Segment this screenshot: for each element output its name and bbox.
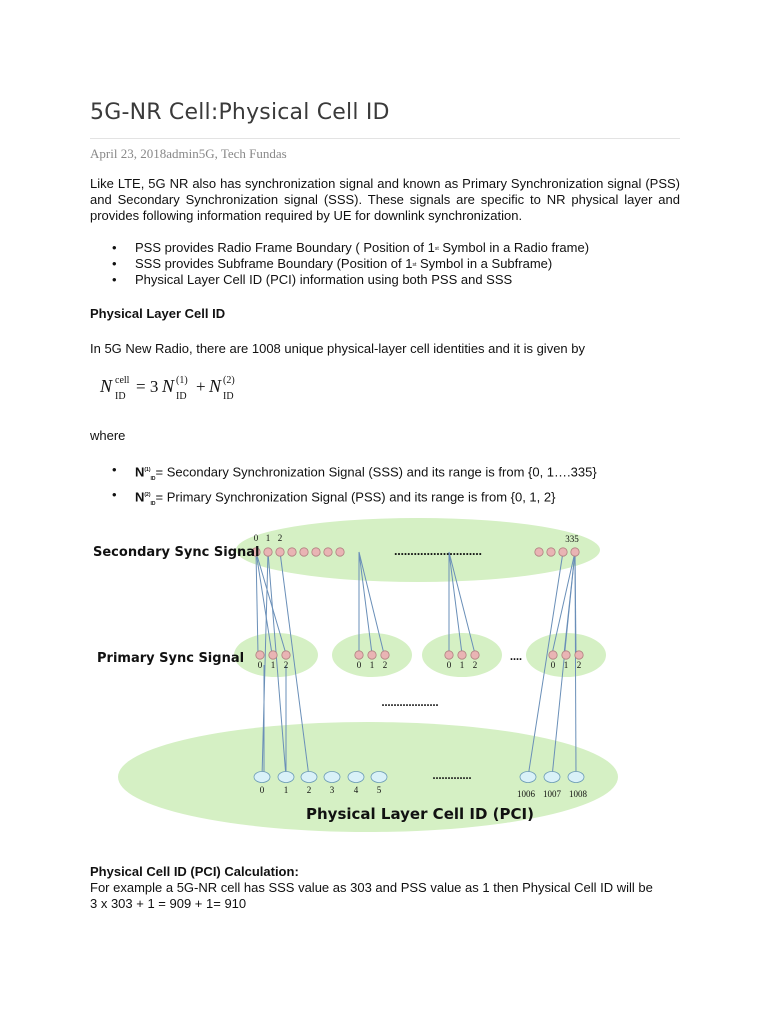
pss-node xyxy=(445,651,453,659)
formula-sub-id: ID xyxy=(115,391,126,402)
list-item: • $N^{(1)}_{ID}=$ Secondary Synchronization Signal (SSS) and its range is from {0, 1….335} xyxy=(90,462,680,487)
pss-index-label: 2 xyxy=(472,660,478,670)
pci-node xyxy=(371,772,387,783)
pci-node xyxy=(348,772,364,783)
section-heading: Physical Layer Cell ID xyxy=(90,306,226,321)
pss-index-label: 2 xyxy=(576,660,582,670)
pci-node xyxy=(278,772,294,783)
sss-node xyxy=(571,548,579,556)
post-date[interactable]: April 23, 2018 xyxy=(90,146,167,161)
pci-ellipsis-dots: ............. xyxy=(432,768,472,782)
pss-label: Primary Sync Signal xyxy=(97,651,245,666)
pss-index-label: 2 xyxy=(382,660,388,670)
pci-index-label: 1 xyxy=(283,785,289,795)
pss-node xyxy=(575,651,583,659)
post-meta xyxy=(90,146,287,162)
sss-index-label: 2 xyxy=(277,533,283,543)
sss-node xyxy=(312,548,320,556)
page-title: 5G-NR Cell:Physical Cell ID xyxy=(90,100,390,125)
formula-sub-id-1: ID xyxy=(176,391,187,402)
pci-index-label: 1006 xyxy=(517,789,535,799)
post-author[interactable]: admin xyxy=(166,146,199,161)
sss-node xyxy=(547,548,555,556)
pci-node xyxy=(301,772,317,783)
where-label: where xyxy=(90,428,126,443)
formula-sup-2: (2) xyxy=(223,375,235,386)
formula-sub-id-2: ID xyxy=(223,391,234,402)
sss-ellipsis-dots: ........................... xyxy=(394,543,482,558)
sss-node xyxy=(300,548,308,556)
pss-node xyxy=(381,651,389,659)
pss-node xyxy=(355,651,363,659)
formula-plus: + xyxy=(196,377,206,396)
formula-sup-1: (1) xyxy=(176,375,188,386)
list-item: • SSS provides Subframe Boundary (Position of 1st Symbol in a Subframe) xyxy=(90,256,680,272)
pci-node xyxy=(520,772,536,783)
calc-line-1: For example a 5G-NR cell has SSS value as 303 and PSS value as 1 then Physical Cell ID will be xyxy=(90,880,653,895)
pss-node xyxy=(471,651,479,659)
list-item: • $N^{(2)}_{ID}=$ Primary Synchronization Signal (PSS) and its range is from {0, 1, 2} xyxy=(90,487,680,512)
pss-index-label: 0 xyxy=(446,660,452,670)
pci-node xyxy=(254,772,270,783)
list-item: • Physical Layer Cell ID (PCI) information using both PSS and SSS xyxy=(90,272,680,288)
formula-sup-cell: cell xyxy=(115,375,130,386)
calc-line-2: 3 x 303 + 1 = 909 + 1= 910 xyxy=(90,896,247,911)
pci-index-label: 1007 xyxy=(543,789,561,799)
pss-index-label: 0 xyxy=(550,660,556,670)
sss-node xyxy=(559,548,567,556)
pci-index-label: 1008 xyxy=(569,789,587,799)
pci-index-label: 4 xyxy=(353,785,359,795)
pss-index-label: 1 xyxy=(563,660,569,670)
pss-index-label: 1 xyxy=(459,660,465,670)
formula-n1: N xyxy=(162,376,175,396)
formula-equals-three: = 3 xyxy=(136,377,159,396)
formula-n2: N xyxy=(209,376,222,396)
mid-ellipsis-dots: ................... xyxy=(381,695,439,709)
sss-last-label: 335 xyxy=(565,534,579,544)
sss-label: Secondary Sync Signal xyxy=(93,545,260,560)
definition-list xyxy=(90,462,680,512)
intro-paragraph: Like LTE, 5G NR also has synchronization signal and known as Primary Synchronization signal (PSS) and Secondary Synchronization signal (SSS). These signals are specific to NR physical layer and provides following information required by UE for downlink synchronization. xyxy=(90,176,680,223)
sss-index-label: 1 xyxy=(265,533,271,543)
pci-formula xyxy=(98,370,258,406)
sss-node xyxy=(324,548,332,556)
pci-index-label: 0 xyxy=(259,785,265,795)
pss-index-label: 2 xyxy=(283,660,289,670)
pci-node xyxy=(324,772,340,783)
sss-index-label: 0 xyxy=(253,533,259,543)
pss-node xyxy=(269,651,277,659)
sss-node xyxy=(336,548,344,556)
pci-index-label: 3 xyxy=(329,785,335,795)
pss-node xyxy=(562,651,570,659)
sync-info-list xyxy=(90,240,680,288)
pss-node xyxy=(458,651,466,659)
pss-index-label: 1 xyxy=(369,660,375,670)
pci-node xyxy=(568,772,584,783)
list-item: • PSS provides Radio Frame Boundary ( Position of 1st Symbol in a Radio frame) xyxy=(90,240,680,256)
post-categories[interactable]: 5G, Tech Fundas xyxy=(198,146,287,161)
pss-index-label: 0 xyxy=(356,660,362,670)
pci-diagram xyxy=(88,515,618,845)
sss-node xyxy=(535,548,543,556)
pss-node xyxy=(549,651,557,659)
pss-node xyxy=(256,651,264,659)
pci-index-label: 2 xyxy=(306,785,312,795)
section-paragraph: In 5G New Radio, there are 1008 unique physical-layer cell identities and it is given by xyxy=(90,341,585,356)
pss-index-label: 0 xyxy=(257,660,263,670)
calc-heading: Physical Cell ID (PCI) Calculation: xyxy=(90,864,299,879)
pci-label: Physical Layer Cell ID (PCI) xyxy=(306,805,534,823)
pss-node xyxy=(368,651,376,659)
sss-node xyxy=(288,548,296,556)
pss-index-label: 1 xyxy=(270,660,276,670)
formula-n-cell: N xyxy=(100,376,113,396)
sss-node xyxy=(264,548,272,556)
pss-ellipsis-dots: .... xyxy=(510,649,522,663)
pss-node xyxy=(282,651,290,659)
sss-node xyxy=(276,548,284,556)
pci-index-label: 5 xyxy=(376,785,382,795)
title-divider xyxy=(90,138,680,139)
pci-node xyxy=(544,772,560,783)
